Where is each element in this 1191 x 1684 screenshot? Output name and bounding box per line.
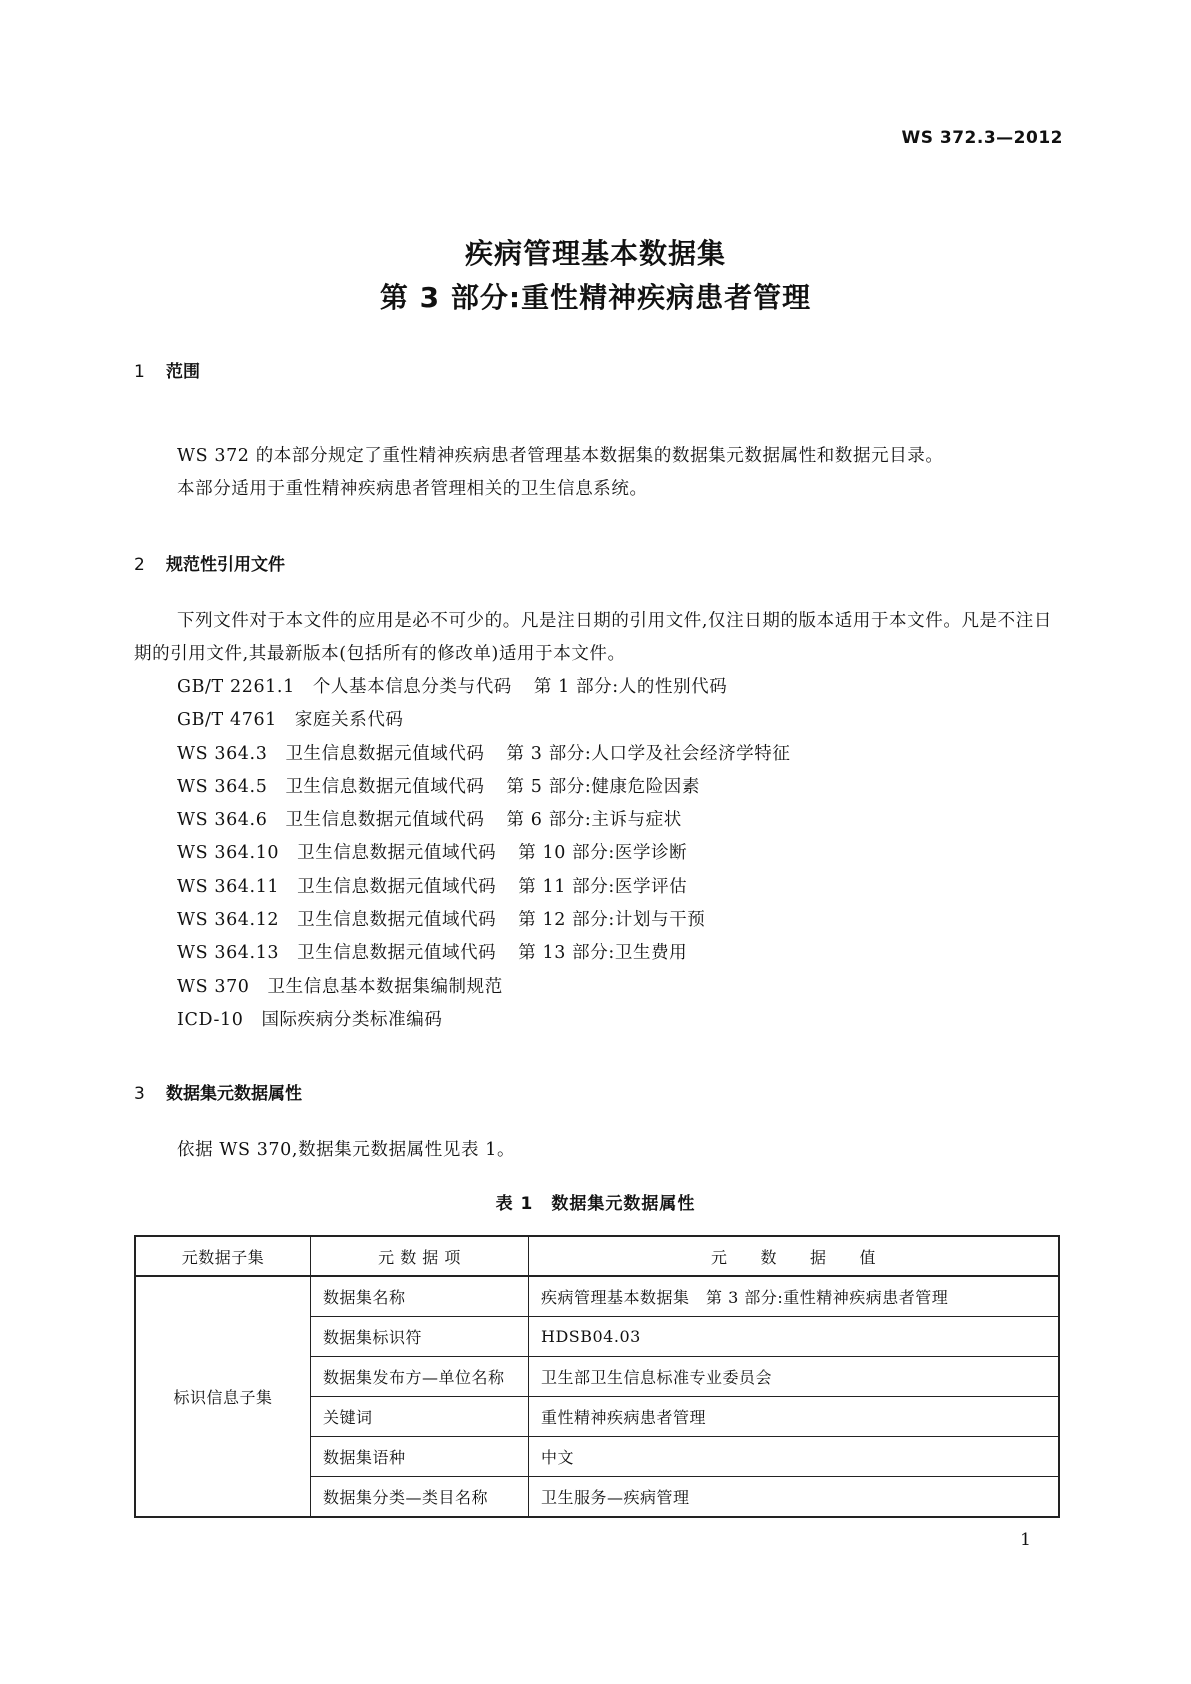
reference-part: 第 5 部分:健康危险因素 (506, 776, 701, 797)
reference-part: 第 10 部分:医学诊断 (518, 843, 688, 864)
table-row (135, 1276, 1059, 1317)
reference-title: 卫生信息数据元值域代码 (297, 843, 497, 864)
section-number: 2 (134, 555, 145, 575)
table-header-cell: 元 数 据 值 (529, 1236, 1060, 1276)
section-number: 3 (134, 1084, 145, 1104)
value-cell: 卫生部卫生信息标准专业委员会 (529, 1357, 1060, 1397)
document-subtitle: 第 3 部分:重性精神疾病患者管理 (379, 281, 812, 314)
reference-item (177, 904, 791, 937)
reference-code: WS 370 (177, 976, 250, 997)
item-cell: 数据集名称 (311, 1276, 529, 1317)
reference-item (177, 1004, 791, 1037)
reference-item (177, 704, 791, 737)
section-heading-normative-references (134, 550, 285, 575)
item-cell: 数据集分类—类目名称 (311, 1477, 529, 1518)
reference-part: 第 6 部分:主诉与症状 (506, 810, 682, 831)
reference-part: 第 3 部分:人口学及社会经济学特征 (506, 743, 791, 764)
value-cell: HDSB04.03 (529, 1317, 1060, 1357)
reference-item (177, 738, 791, 771)
reference-title: 卫生信息数据元值域代码 (297, 876, 497, 897)
value-cell: 重性精神疾病患者管理 (529, 1397, 1060, 1437)
reference-code: WS 364.12 (177, 910, 280, 931)
reference-title: 卫生信息数据元值域代码 (297, 943, 497, 964)
reference-code: ICD-10 (177, 1009, 244, 1030)
item-cell: 数据集语种 (311, 1437, 529, 1477)
reference-item (177, 937, 791, 970)
section-title: 数据集元数据属性 (166, 1084, 302, 1104)
table-header-cell: 元 数 据 项 (311, 1236, 529, 1276)
reference-title: 国际疾病分类标准编码 (261, 1009, 443, 1030)
scope-paragraph-1 (134, 440, 1064, 506)
page-number: 1 (1020, 1530, 1031, 1550)
reference-title: 卫生信息基本数据集编制规范 (267, 976, 503, 997)
reference-code: WS 364.5 (177, 776, 268, 797)
reference-title: 卫生信息数据元值域代码 (285, 776, 485, 797)
reference-code: WS 364.13 (177, 943, 280, 964)
reference-code: GB/T 4761 (177, 710, 277, 731)
reference-item (177, 804, 791, 837)
reference-list (177, 671, 791, 1037)
value-cell: 卫生服务—疾病管理 (529, 1477, 1060, 1518)
table-caption: 表 1 数据集元数据属性 (495, 1194, 696, 1214)
reference-title: 个人基本信息分类与代码 (312, 677, 512, 697)
reference-part: 第 13 部分:卫生费用 (518, 943, 688, 964)
section-number: 1 (134, 362, 145, 382)
value-cell: 中文 (529, 1437, 1060, 1477)
reference-part: 第 1 部分:人的性别代码 (533, 677, 728, 697)
table-header-row (135, 1236, 1059, 1276)
section-title: 规范性引用文件 (166, 555, 285, 575)
reference-code: GB/T 2261.1 (177, 677, 295, 697)
references-intro-paragraph: 下列文件对于本文件的应用是必不可少的。凡是注日期的引用文件,仅注日期的版本适用于本文件。凡是不注日期的引用文件,其最新版本(包括所有的修改单)适用于本文件。 (134, 611, 1052, 664)
reference-item (177, 837, 791, 870)
value-cell: 疾病管理基本数据集 第 3 部分:重性精神疾病患者管理 (529, 1276, 1060, 1317)
reference-part: 第 12 部分:计划与干预 (518, 910, 706, 931)
reference-title: 卫生信息数据元值域代码 (285, 810, 485, 831)
table-header-cell: 元数据子集 (135, 1236, 311, 1276)
reference-title: 家庭关系代码 (294, 710, 404, 731)
document-title: 疾病管理基本数据集 (464, 237, 726, 270)
reference-code: WS 364.10 (177, 843, 280, 864)
metadata-table (134, 1235, 1060, 1518)
reference-title: 卫生信息数据元值域代码 (285, 743, 485, 764)
reference-item (177, 971, 791, 1004)
reference-part: 第 11 部分:医学评估 (518, 876, 688, 897)
item-cell: 数据集发布方—单位名称 (311, 1357, 529, 1397)
section-heading-metadata (134, 1079, 302, 1104)
paragraph-text: WS 372 的本部分规定了重性精神疾病患者管理基本数据集的数据集元数据属性和数据元目录。 (177, 446, 944, 466)
reference-code: WS 364.6 (177, 810, 268, 831)
reference-title: 卫生信息数据元值域代码 (297, 910, 497, 931)
group-label-cell: 标识信息子集 (135, 1276, 311, 1517)
standard-code: WS 372.3—2012 (901, 128, 1063, 148)
item-cell: 关键词 (311, 1397, 529, 1437)
reference-code: WS 364.3 (177, 743, 268, 764)
paragraph-text: 本部分适用于重性精神疾病患者管理相关的卫生信息系统。 (177, 479, 648, 499)
metadata-intro-paragraph: 依据 WS 370,数据集元数据属性见表 1。 (177, 1140, 516, 1160)
section-title: 范围 (166, 362, 200, 382)
reference-item (177, 771, 791, 804)
reference-item (177, 871, 791, 904)
reference-item (177, 671, 791, 704)
item-cell: 数据集标识符 (311, 1317, 529, 1357)
section-heading-scope (134, 357, 200, 382)
reference-code: WS 364.11 (177, 876, 280, 897)
